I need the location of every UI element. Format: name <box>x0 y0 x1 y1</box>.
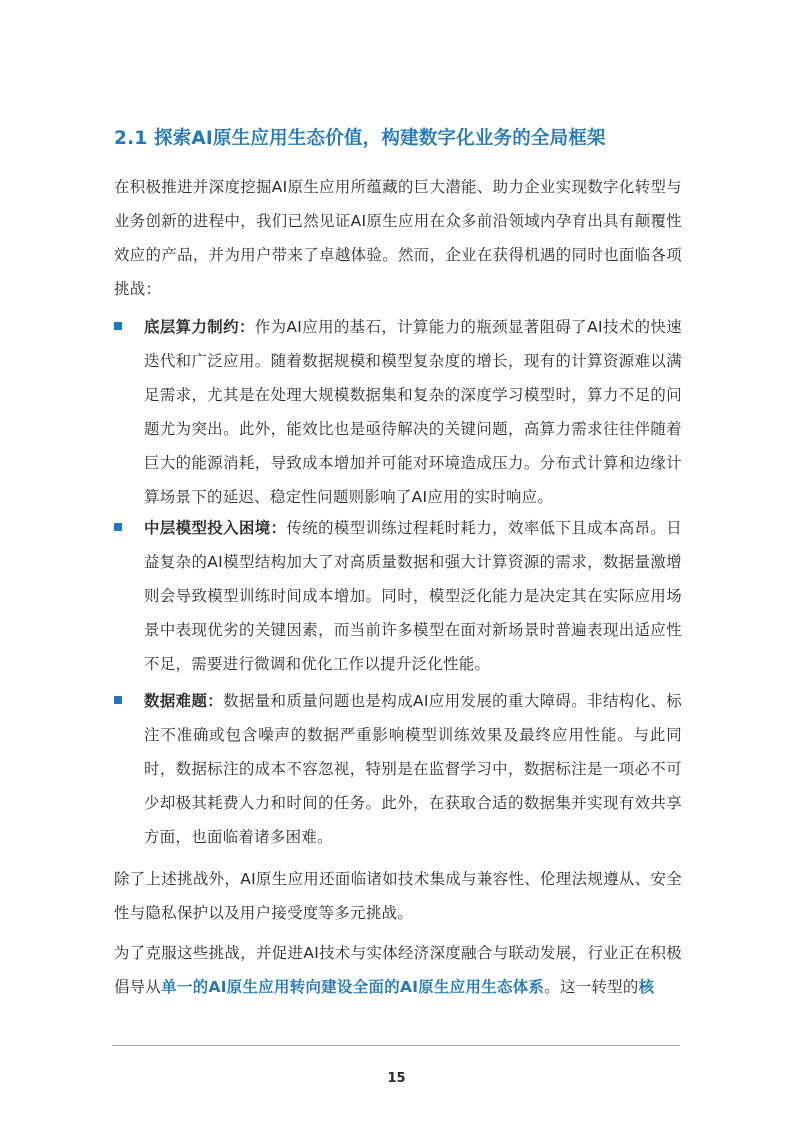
paragraph-text: 。这一转型的 <box>544 978 639 996</box>
square-bullet-icon <box>114 696 122 704</box>
square-bullet-icon <box>114 523 122 531</box>
footer-divider <box>112 1045 680 1046</box>
bullet-title: 数据难题： <box>144 692 224 710</box>
bullet-body: 传统的模型训练过程耗时耗力，效率低下且成本高昂。日益复杂的AI模型结构加大了对高质量数据和强大计算资源的需求，数据量激增则会导致模型训练时间成本增加。同时，模型泛化能力是决定其在实际应用场景中表现优劣的关键因素，而当前许多模型在面对新场景时普遍表现出适应性不足，需要进行微调和优化工作以提升泛化性能。 <box>144 519 682 673</box>
section-heading: 2.1 探索AI原生应用生态价值，构建数字化业务的全局框架 <box>114 128 606 149</box>
highlighted-phrase: 单一的AI原生应用转向建设全面的AI原生应用生态体系 <box>161 978 545 996</box>
bullet-title: 底层算力制约： <box>144 318 255 336</box>
other-challenges-paragraph: 除了上述挑战外，AI原生应用还面临诸如技术集成与兼容性、伦理法规遵从、安全性与隐私保护以及用户接受度等多元挑战。 <box>114 870 682 922</box>
bullet-text <box>144 511 682 681</box>
transition-paragraph <box>114 936 682 1004</box>
bullet-title: 中层模型投入困境： <box>144 519 287 537</box>
bullet-body: 数据量和质量问题也是构成AI应用发展的重大障碍。非结构化、标注不准确或包含噪声的数据严重影响模型训练效果及最终应用性能。与此同时，数据标注的成本不容忽视，特别是在监督学习中，数据标注是一项必不可少却极其耗费人力和时间的任务。此外，在获取合适的数据集并实现有效共享方面，也面临着诸多困难。 <box>144 692 682 846</box>
page-number: 15 <box>387 1071 406 1086</box>
bullet-body: 作为AI应用的基石，计算能力的瓶颈显著阻碍了AI技术的快速迭代和广泛应用。随着数据规模和模型复杂度的增长，现有的计算资源难以满足需求，尤其是在处理大规模数据集和复杂的深度学习模型时，算力不足的问题尤为突出。此外，能效比也是亟待解决的关键问题，高算力需求往往伴随着巨大的能源消耗，导致成本增加并可能对环境造成压力。分布式计算和边缘计算场景下的延迟、稳定性问题则影响了AI应用的实时响应。 <box>144 318 682 506</box>
intro-paragraph: 在积极推进并深度挖掘AI原生应用所蕴藏的巨大潜能、助力企业实现数字化转型与业务创新的进程中，我们已然见证AI原生应用在众多前沿领域内孕育出具有颠覆性效应的产品，并为用户带来了卓越体验。然而，企业在获得机遇的同时也面临各项挑战： <box>114 178 682 298</box>
bullet-text <box>144 684 682 854</box>
paragraph-text: 为了克服这些挑战，并促进AI技术与实体经济深度融合与联动发展，行业正在积极倡导从 <box>114 944 682 996</box>
bullet-text <box>144 310 682 514</box>
highlighted-phrase: 核 <box>638 978 655 996</box>
square-bullet-icon <box>114 322 122 330</box>
